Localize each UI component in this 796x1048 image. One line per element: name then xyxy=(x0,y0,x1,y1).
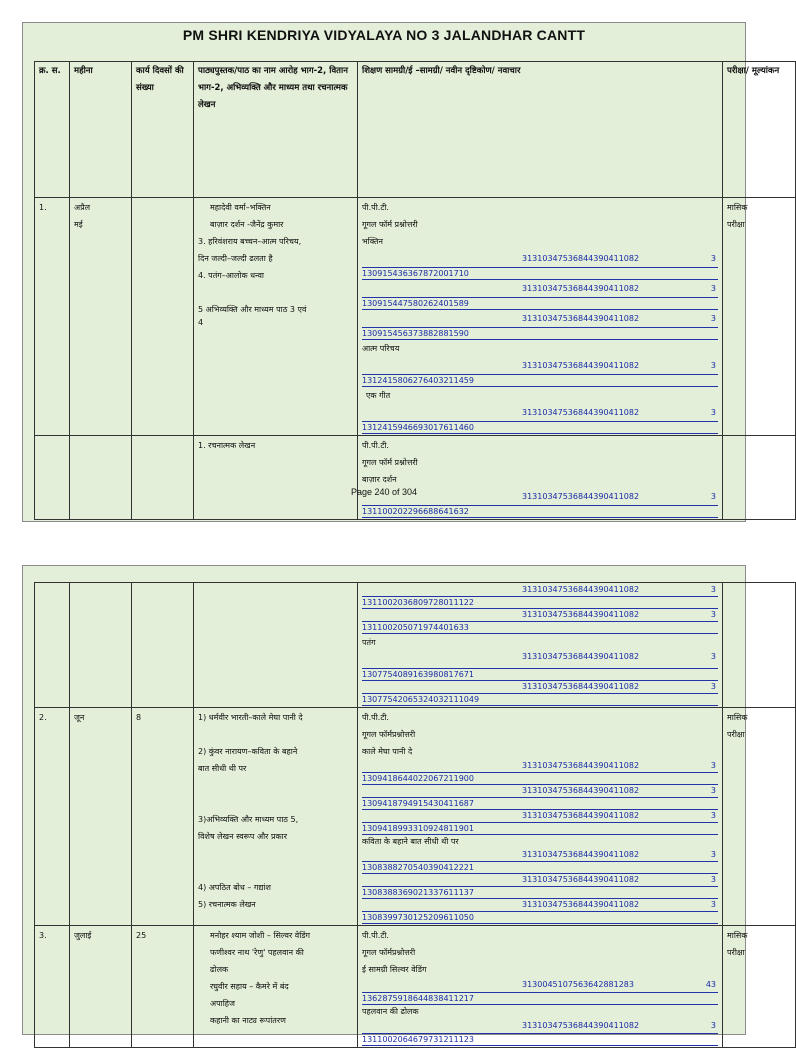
header-month: महीना xyxy=(70,62,132,198)
month-cell: जुलाई xyxy=(70,926,132,1048)
lesson-item: मनोहर श्याम जोशी – सिल्वर वेडिंग xyxy=(210,931,311,940)
resource-link[interactable] xyxy=(362,609,718,622)
material-cell xyxy=(358,708,723,926)
header-days: कार्य दिवसों की संख्या xyxy=(132,62,194,198)
exam-cell xyxy=(723,198,796,436)
link-suffix[interactable]: 3 xyxy=(710,786,716,795)
material-item: पी.पी.टी. xyxy=(362,713,389,722)
lesson-item: 5) रचनात्मक लेखन xyxy=(198,900,256,909)
resource-link-id[interactable]: 13094187949154304116​87 xyxy=(362,798,718,810)
link-suffix[interactable]: 3 xyxy=(710,284,716,293)
material-item: गूगल फॉर्मप्रश्नोत्तरी xyxy=(362,730,416,739)
table-row xyxy=(35,436,796,520)
lesson-item: बात सीधी थी पर xyxy=(198,764,247,773)
serial-cell: 3. xyxy=(35,926,70,1048)
resource-link-id[interactable]: 13124159466930176114​60 xyxy=(362,422,718,434)
lesson-item: 1) धर्मवीर भारती–काले मेघा पानी दे xyxy=(198,713,303,722)
link-suffix[interactable]: 3 xyxy=(710,811,716,820)
link-suffix[interactable]: 3 xyxy=(710,900,716,909)
lesson-item: 4) अपठित बोध – गद्यांश xyxy=(198,883,271,892)
lesson-item: महादेवी वर्मा–भक्तिन xyxy=(210,203,271,212)
material-item: पी.पी.टी. xyxy=(362,441,389,450)
lesson-item: रघुवीर सहाय – कैमरे में बंद xyxy=(210,982,289,991)
material-item: एक गीत xyxy=(366,391,391,400)
material-item: पी.पी.टी. xyxy=(362,931,389,940)
link-code[interactable]: 3130045107563642881283 xyxy=(522,980,634,989)
material-cell xyxy=(358,926,723,1048)
link-code[interactable]: 3131034753684439041108​2 xyxy=(522,761,640,770)
lesson-item: अपाहिज xyxy=(210,999,235,1008)
resource-link-id[interactable]: 13124158062764032114​59 xyxy=(362,375,718,387)
lesson-item: बाज़ार दर्शन -जैनेंद्र कुमार xyxy=(210,220,284,229)
lesson-item: 2) कुंवर नारायण–कविता के बहाने xyxy=(198,747,298,756)
days-cell: 8 xyxy=(132,708,194,926)
exam-text: परीक्षा xyxy=(727,948,745,957)
material-item: गूगल फॉर्म प्रश्नोत्तरी xyxy=(362,458,418,467)
month-cell xyxy=(70,198,132,436)
resource-link-id[interactable]: 13083882705403904122​21 xyxy=(362,862,718,874)
table-row xyxy=(35,198,796,436)
days-cell: 25 xyxy=(132,926,194,1048)
link-code[interactable]: 3131034753684439041108​2 xyxy=(522,786,640,795)
resource-link-id[interactable]: 13110020229668864163​2 xyxy=(362,506,718,518)
exam-text: परीक्षा xyxy=(727,730,745,739)
resource-link-id[interactable]: 13077540891639808176​71 xyxy=(362,669,718,681)
serial-cell: 2. xyxy=(35,708,70,926)
lesson-item: 4. पतंग–आलोक धन्वा xyxy=(198,271,264,280)
material-item: ई सामग्री सिल्वर वेडिंग xyxy=(362,965,427,974)
table-row xyxy=(35,583,796,708)
resource-link[interactable] xyxy=(362,584,718,597)
lesson-item: 3)अभिव्यक्ति और माध्यम पाठ 5, xyxy=(198,815,299,824)
lesson-cell xyxy=(194,198,358,436)
lesson-item: ढोलक xyxy=(210,965,229,974)
link-suffix[interactable]: 3 xyxy=(710,492,716,501)
link-suffix[interactable]: 3 xyxy=(710,610,716,619)
lesson-item: 1. रचनात्मक लेखन xyxy=(198,441,256,450)
lesson-item: कहानी का नाट्य रूपांतरण xyxy=(210,1016,286,1025)
link-code[interactable]: 3131034753684439041108​2 xyxy=(522,652,640,661)
serial-cell: 1. xyxy=(35,198,70,436)
link-code[interactable]: 3131034753684439041108​2 xyxy=(522,361,640,370)
header-material: शिक्षण सामग्री/ई –सामग्री/ नवीन दृष्टिकोण/ नवाचार xyxy=(358,62,723,198)
header-exam: परीक्षा/ मूल्यांकन xyxy=(723,62,796,198)
link-suffix[interactable]: 3 xyxy=(710,361,716,370)
resource-link[interactable] xyxy=(362,280,718,298)
link-suffix[interactable]: 3 xyxy=(710,761,716,770)
material-item: आत्म परिचय xyxy=(362,344,400,353)
resource-link-id[interactable]: 13094189933109248119​01 xyxy=(362,823,718,835)
lesson-cell xyxy=(194,926,358,1048)
lesson-item: 4 xyxy=(198,318,204,327)
resource-link-id[interactable]: 13077542065324032111​049 xyxy=(362,694,718,706)
syllabus-table xyxy=(34,61,796,520)
link-suffix[interactable]: 3 xyxy=(710,314,716,323)
link-suffix[interactable]: 3 xyxy=(710,585,716,594)
resource-link-id[interactable]: 13110020646797312111​23 xyxy=(362,1034,718,1046)
document-page-2 xyxy=(22,565,748,1044)
table-header-row xyxy=(35,62,796,198)
link-suffix[interactable]: 3 xyxy=(710,875,716,884)
link-code[interactable]: 3131034753684439041108​2 xyxy=(522,850,640,859)
resource-link[interactable] xyxy=(362,899,718,912)
link-code[interactable]: 3131034753684439041108​2 xyxy=(522,1021,640,1030)
month-text: अप्रैल xyxy=(74,203,91,212)
resource-link-id[interactable]: 13094186440220672119​00 xyxy=(362,773,718,785)
link-code[interactable]: 3131034753684439041108​2 xyxy=(522,585,640,594)
page-number: Page 240 of 304 xyxy=(350,487,418,497)
exam-text: मासिक xyxy=(727,713,748,722)
resource-link[interactable] xyxy=(362,651,718,669)
resource-link-id[interactable]: 13091545637388288159​0 xyxy=(362,328,718,340)
table-row xyxy=(35,926,796,1048)
lesson-item: 3. हरिवंशराय बच्चन–आत्म परिचय, xyxy=(198,237,302,246)
resource-link-id[interactable]: 13628759186448384112​17 xyxy=(362,993,718,1005)
resource-link-id[interactable]: 13091544758026240158​9 xyxy=(362,298,718,310)
link-code[interactable]: 3131034753684439041108​2 xyxy=(522,254,640,263)
link-code[interactable]: 3131034753684439041108​2 xyxy=(522,408,640,417)
exam-text: मासिक xyxy=(727,931,748,940)
exam-text: परीक्षा xyxy=(727,220,745,229)
link-suffix[interactable]: 3 xyxy=(710,254,716,263)
resource-link[interactable] xyxy=(362,310,718,328)
material-item: कविता के बहाने बात सीधी थी पर xyxy=(362,837,459,846)
month-cell: जून xyxy=(70,708,132,926)
exam-cell xyxy=(723,926,796,1048)
resource-link[interactable] xyxy=(362,849,718,862)
resource-link-id[interactable]: 13110020368097280111​22 xyxy=(362,597,718,609)
header-lesson: पाठ्यपुस्तक/पाठ का नाम आरोह भाग-2, वितान भाग-2, अभिव्यक्ति और माध्यम तथा रचनात्मक लेखन xyxy=(194,62,358,198)
resource-link[interactable] xyxy=(362,250,718,268)
material-cell xyxy=(358,436,723,520)
link-suffix[interactable]: 3 xyxy=(710,850,716,859)
material-item: पहलवान की ढोलक xyxy=(362,1007,419,1016)
resource-link-id[interactable]: 13110020507197440163​3 xyxy=(362,622,718,634)
lesson-cell xyxy=(194,436,358,520)
syllabus-table-continued xyxy=(34,582,796,1048)
material-item: पतंग xyxy=(362,638,376,647)
material-item: काले मेघा पानी दे xyxy=(362,747,413,756)
month-text: मई xyxy=(74,220,83,229)
exam-text: मासिक xyxy=(727,203,748,212)
material-item: गूगल फॉर्म प्रश्नोत्तरी xyxy=(362,220,418,229)
material-cell xyxy=(358,198,723,436)
lesson-item: फणीश्वर नाथ 'रेणु' पहलवान की xyxy=(210,948,304,957)
link-code[interactable]: 3131034753684439041108​2 xyxy=(522,610,640,619)
link-suffix[interactable]: 3 xyxy=(710,408,716,417)
material-item: पी.पी.टी. xyxy=(362,203,389,212)
material-cell xyxy=(358,583,723,708)
resource-link[interactable] xyxy=(362,810,718,823)
resource-link-id[interactable]: 13091543636787200171​0 xyxy=(362,268,718,280)
link-code[interactable]: 3131034753684439041108​2 xyxy=(522,314,640,323)
resource-link-id[interactable]: 13083997301252096110​50 xyxy=(362,912,718,924)
link-code[interactable]: 3131034753684439041108​2 xyxy=(522,811,640,820)
resource-link-id[interactable]: 13083883690213376111​37 xyxy=(362,887,718,899)
lesson-item: विशेष लेखन स्वरूप और प्रकार xyxy=(198,832,287,841)
link-suffix[interactable]: 3 xyxy=(710,1021,716,1030)
link-code[interactable]: 3131034753684439041108​2 xyxy=(522,900,640,909)
document-page-1 xyxy=(22,22,780,522)
material-item: गूगल फॉर्मप्रश्नोत्तरी xyxy=(362,948,416,957)
material-item: बाज़ार दर्शन xyxy=(362,475,397,484)
resource-link[interactable] xyxy=(362,357,718,375)
resource-link[interactable] xyxy=(362,404,718,422)
link-code[interactable]: 3131034753684439041108​2 xyxy=(522,875,640,884)
link-suffix[interactable]: 43 xyxy=(705,980,716,989)
link-suffix[interactable]: 3 xyxy=(710,682,716,691)
resource-link[interactable] xyxy=(362,874,718,887)
lesson-cell xyxy=(194,708,358,926)
school-title: PM SHRI KENDRIYA VIDYALAYA NO 3 JALANDHAR CANTT xyxy=(182,27,586,43)
resource-link[interactable] xyxy=(362,978,718,993)
link-suffix[interactable]: 3 xyxy=(710,652,716,661)
lesson-item: 5 अभिव्यक्ति और माध्यम पाठ 3 एवं xyxy=(198,305,307,314)
table-row xyxy=(35,708,796,926)
days-cell xyxy=(132,198,194,436)
exam-cell xyxy=(723,708,796,926)
material-item: भक्तिन xyxy=(362,237,383,246)
resource-link[interactable] xyxy=(362,681,718,694)
resource-link[interactable] xyxy=(362,760,718,773)
link-code[interactable]: 3131034753684439041108​2 xyxy=(522,682,640,691)
resource-link[interactable] xyxy=(362,1019,718,1034)
link-code[interactable]: 3131034753684439041108​2 xyxy=(522,492,640,501)
lesson-item: दिन जल्दी–जल्दी ढलता है xyxy=(198,254,273,263)
resource-link[interactable] xyxy=(362,785,718,798)
link-code[interactable]: 3131034753684439041108​2 xyxy=(522,284,640,293)
header-serial: क्र. स. xyxy=(35,62,70,198)
